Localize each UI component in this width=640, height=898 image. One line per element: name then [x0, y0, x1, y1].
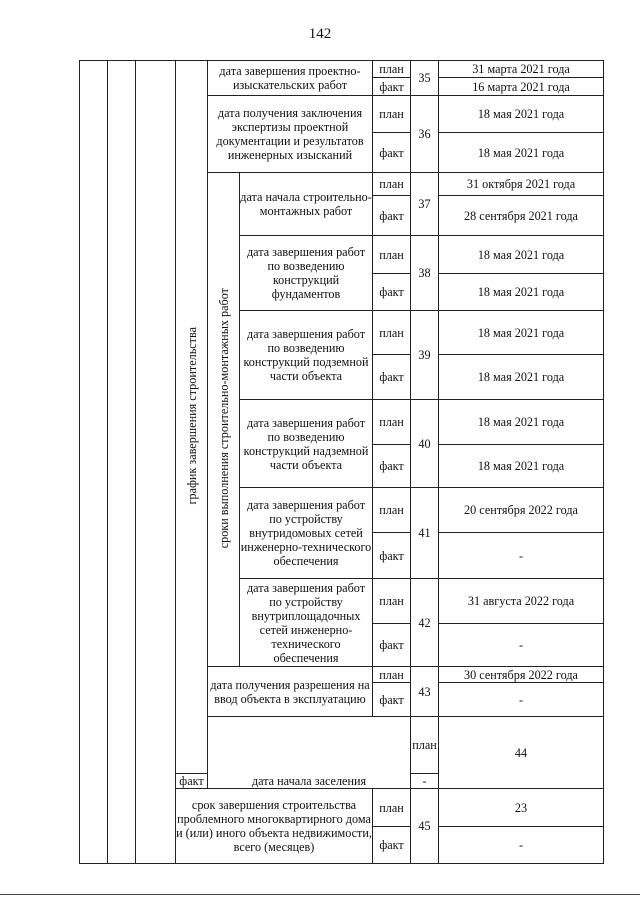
row-36-plan-label: план [373, 96, 411, 133]
row-37-plan-label: план [373, 173, 411, 196]
row-36-plan-value: 18 мая 2021 года [439, 96, 604, 133]
row-45-number: 45 [411, 789, 439, 864]
row-41-fact-label: факт [373, 533, 411, 579]
row-42-number: 42 [411, 579, 439, 667]
row-41-fact-value: - [439, 533, 604, 579]
row-45-name: срок завершения строительства проблемного многоквартирного дома и (или) иного объекта недвижимости, всего (месяцев) [176, 789, 373, 864]
row-44-name: дата начала заселения [208, 717, 411, 789]
row-43-fact-label: факт [373, 683, 411, 717]
row-38-number: 38 [411, 236, 439, 311]
outer-group-label: график завершения строительства [184, 326, 199, 505]
row-44-fact-value: - [411, 774, 439, 789]
row-37-fact-value: 28 сентября 2021 года [439, 196, 604, 236]
row-45-plan-value: 23 [439, 789, 604, 827]
row-36-name: дата получения заключения экспертизы проектной документации и результатов инженерных изысканий [208, 96, 373, 173]
row-42-fact-value: - [439, 624, 604, 667]
row-40-plan-value: 18 мая 2021 года [439, 400, 604, 445]
row-39-plan-value: 18 мая 2021 года [439, 311, 604, 355]
row-38-name: дата завершения работ по возведению конструкций фундаментов [240, 236, 373, 311]
row-42-fact-label: факт [373, 624, 411, 667]
row-40-fact-label: факт [373, 445, 411, 488]
row-43-fact-value: - [439, 683, 604, 717]
row-40-name: дата завершения работ по возведению конструкций надземной части объекта [240, 400, 373, 488]
row-35-plan-value: 31 марта 2021 года [439, 61, 604, 78]
completion-schedule-table [79, 60, 604, 864]
page-number: 142 [308, 26, 332, 42]
row-40-plan-label: план [373, 400, 411, 445]
row-39-fact-value: 18 мая 2021 года [439, 355, 604, 400]
row-42-plan-value: 31 августа 2022 года [439, 579, 604, 624]
inner-group-cell [208, 173, 240, 667]
row-42-plan-label: план [373, 579, 411, 624]
empty-column-2 [108, 61, 136, 864]
row-38-fact-value: 18 мая 2021 года [439, 274, 604, 311]
row-38-fact-label: факт [373, 274, 411, 311]
row-36-fact-label: факт [373, 133, 411, 173]
row-44-fact-label: факт [176, 774, 208, 789]
row-38-plan-label: план [373, 236, 411, 274]
row-41-name: дата завершения работ по устройству внутридомовых сетей инженерно-технического обеспечения [240, 488, 373, 579]
row-41-plan-value: 20 сентября 2022 года [439, 488, 604, 533]
outer-group-cell [176, 61, 208, 774]
row-35-plan-label: план [373, 61, 411, 78]
row-42-name: дата завершения работ по устройству внутриплощадочных сетей инженерно-технического обеспечения [240, 579, 373, 667]
row-45-plan-label: план [373, 789, 411, 827]
row-41-number: 41 [411, 488, 439, 579]
row-37-number: 37 [411, 173, 439, 236]
row-37-fact-label: факт [373, 196, 411, 236]
row-35-fact-value: 16 марта 2021 года [439, 78, 604, 96]
row-39-name: дата завершения работ по возведению конструкций подземной части объекта [240, 311, 373, 400]
row-44-number: 44 [439, 717, 604, 789]
row-37-name: дата начала строительно-монтажных работ [240, 173, 373, 236]
inner-group-label: сроки выполнения строительно-монтажных работ [216, 287, 231, 549]
row-45-fact-label: факт [373, 827, 411, 864]
row-43-plan-label: план [373, 667, 411, 683]
row-41-plan-label: план [373, 488, 411, 533]
row-40-number: 40 [411, 400, 439, 488]
empty-column-3 [136, 61, 176, 864]
row-45-fact-value: - [439, 827, 604, 864]
empty-column-1 [80, 61, 108, 864]
row-44-plan-label: план [411, 717, 439, 774]
row-43-plan-value: 30 сентября 2022 года [439, 667, 604, 683]
row-35-number: 35 [411, 61, 439, 96]
row-39-plan-label: план [373, 311, 411, 355]
row-43-name: дата получения разрешения на ввод объекта в эксплуатацию [208, 667, 373, 717]
row-36-number: 36 [411, 96, 439, 173]
row-35-fact-label: факт [373, 78, 411, 96]
row-40-fact-value: 18 мая 2021 года [439, 445, 604, 488]
row-35-name: дата завершения проектно-изыскательских работ [208, 61, 373, 96]
row-37-plan-value: 31 октября 2021 года [439, 173, 604, 196]
row-36-fact-value: 18 мая 2021 года [439, 133, 604, 173]
row-39-number: 39 [411, 311, 439, 400]
row-38-plan-value: 18 мая 2021 года [439, 236, 604, 274]
page-bottom-rule [0, 894, 640, 895]
row-43-number: 43 [411, 667, 439, 717]
row-39-fact-label: факт [373, 355, 411, 400]
